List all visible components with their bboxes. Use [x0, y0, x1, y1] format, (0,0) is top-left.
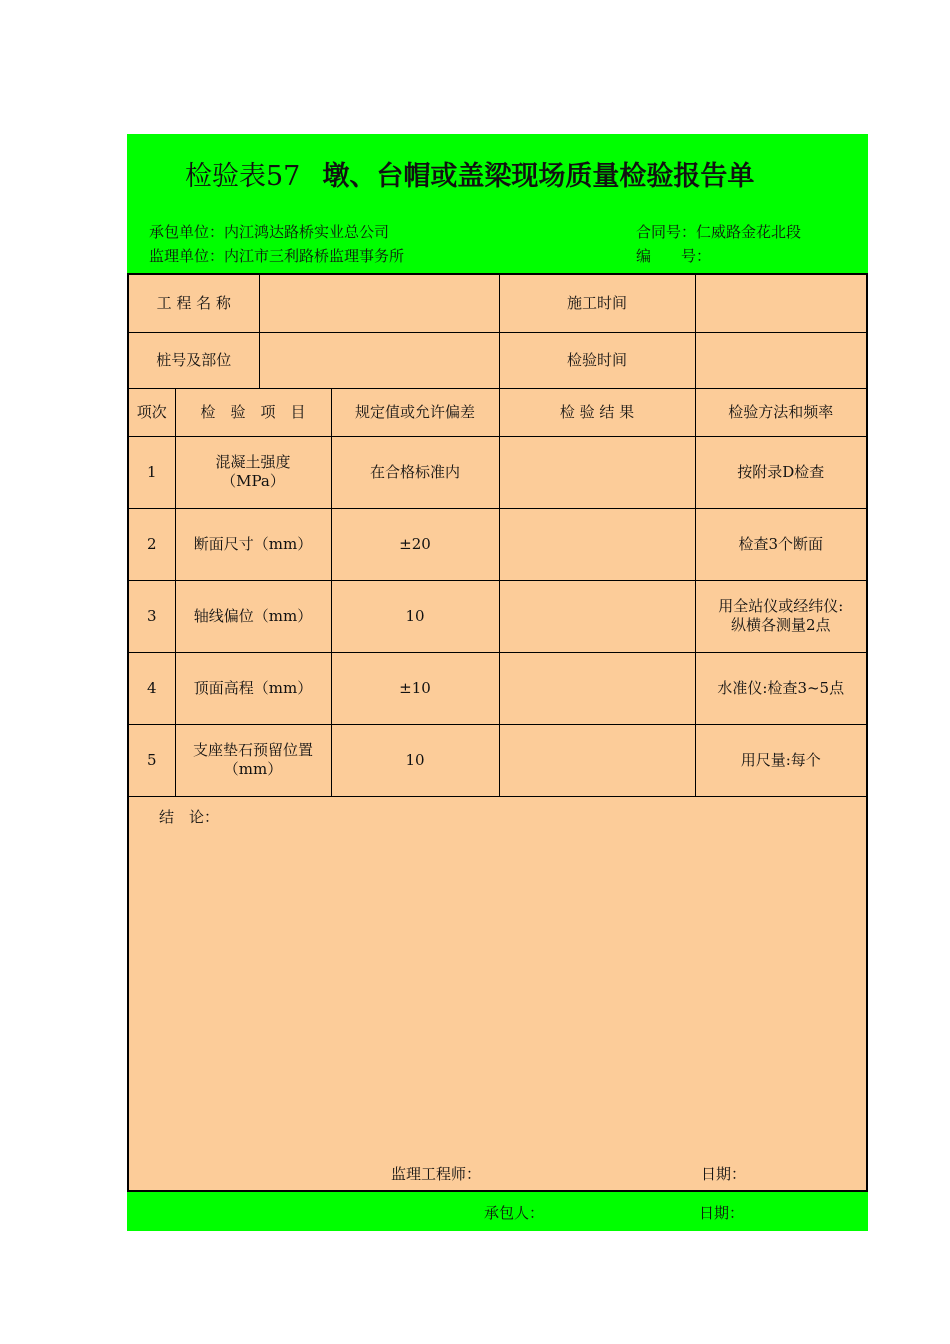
row-item-line1: 断面尺寸（mm）	[193, 534, 313, 553]
row-result[interactable]	[499, 724, 695, 796]
project-name-value[interactable]	[259, 275, 499, 332]
row-method-line1: 用全站仪或经纬仪:	[718, 597, 844, 615]
table-row	[129, 724, 866, 796]
row-method-line1: 按附录D检查	[737, 462, 825, 481]
title-prefix: 检验表57	[185, 161, 301, 192]
contractor-date-label: 日期：	[699, 1204, 745, 1222]
station-value[interactable]	[259, 332, 499, 388]
supervisor-unit: 监理单位：内江市三利路桥监理事务所	[149, 247, 405, 265]
row-item-line1: 混凝土强度	[215, 453, 291, 471]
row-item-line1: 支座垫石预留位置	[192, 741, 313, 759]
row-result[interactable]	[499, 652, 695, 724]
form-body	[127, 273, 868, 1192]
contractor-person-label: 承包人：	[484, 1204, 545, 1222]
project-name-label: 工 程 名 称	[129, 275, 259, 332]
row-method	[695, 724, 866, 796]
row-spec: 10	[331, 724, 499, 796]
row-item	[175, 508, 331, 580]
row-method-line1: 用尺量:每个	[740, 750, 821, 769]
row-item	[175, 580, 331, 652]
info-row-station	[129, 332, 866, 388]
row-result[interactable]	[499, 436, 695, 508]
table-row	[129, 508, 866, 580]
contract-number: 合同号：仁威路金花北段	[636, 223, 802, 241]
form-header	[127, 134, 868, 273]
row-method	[695, 652, 866, 724]
table-row	[129, 580, 866, 652]
info-row-project	[129, 275, 866, 332]
title-main: 墩、台帽或盖梁现场质量检验报告单	[322, 161, 755, 192]
contractor-unit: 承包单位：内江鸿达路桥实业总公司	[149, 223, 390, 241]
row-result[interactable]	[499, 580, 695, 652]
row-method-line2: 纵横各测量2点	[730, 616, 831, 634]
col-result-header: 检 验 结 果	[499, 388, 695, 436]
col-no-header: 项次	[129, 388, 175, 436]
row-item-line1: 顶面高程（mm）	[193, 678, 313, 697]
conclusion-label: 结 论：	[159, 808, 220, 826]
row-result[interactable]	[499, 508, 695, 580]
row-no: 1	[129, 436, 175, 508]
row-method	[695, 436, 866, 508]
construction-time-label: 施工时间	[499, 275, 695, 332]
row-spec: ±20	[331, 508, 499, 580]
col-spec-header: 规定值或允许偏差	[331, 388, 499, 436]
col-method-header: 检验方法和频率	[695, 388, 866, 436]
inspection-form	[127, 134, 868, 1222]
row-method	[695, 508, 866, 580]
inspection-time-label: 检验时间	[499, 332, 695, 388]
row-no: 3	[129, 580, 175, 652]
form-title	[185, 154, 754, 193]
row-item-line1: 轴线偏位（mm）	[193, 606, 313, 625]
supervisor-date-label: 日期：	[701, 1165, 747, 1183]
row-item	[175, 652, 331, 724]
row-no: 4	[129, 652, 175, 724]
form-footer	[127, 1192, 868, 1231]
row-method-line1: 水准仪:检查3~5点	[717, 678, 845, 697]
row-no: 2	[129, 508, 175, 580]
inspection-table	[129, 275, 866, 797]
inspection-time-value[interactable]	[695, 332, 866, 388]
row-spec: ±10	[331, 652, 499, 724]
col-item-header: 检 验 项 目	[175, 388, 331, 436]
construction-time-value[interactable]	[695, 275, 866, 332]
row-no: 5	[129, 724, 175, 796]
row-spec: 在合格标准内	[331, 436, 499, 508]
table-row	[129, 652, 866, 724]
row-item	[175, 436, 331, 508]
row-method-line1: 检查3个断面	[738, 534, 824, 553]
station-label: 桩号及部位	[129, 332, 259, 388]
supervising-engineer-label: 监理工程师：	[391, 1165, 482, 1183]
row-method	[695, 580, 866, 652]
serial-number: 编 号：	[636, 247, 712, 265]
row-item-line2: （MPa）	[221, 472, 285, 490]
column-header-row	[129, 388, 866, 436]
row-spec: 10	[331, 580, 499, 652]
row-item	[175, 724, 331, 796]
row-item-line2: （mm）	[223, 760, 283, 778]
table-row	[129, 436, 866, 508]
